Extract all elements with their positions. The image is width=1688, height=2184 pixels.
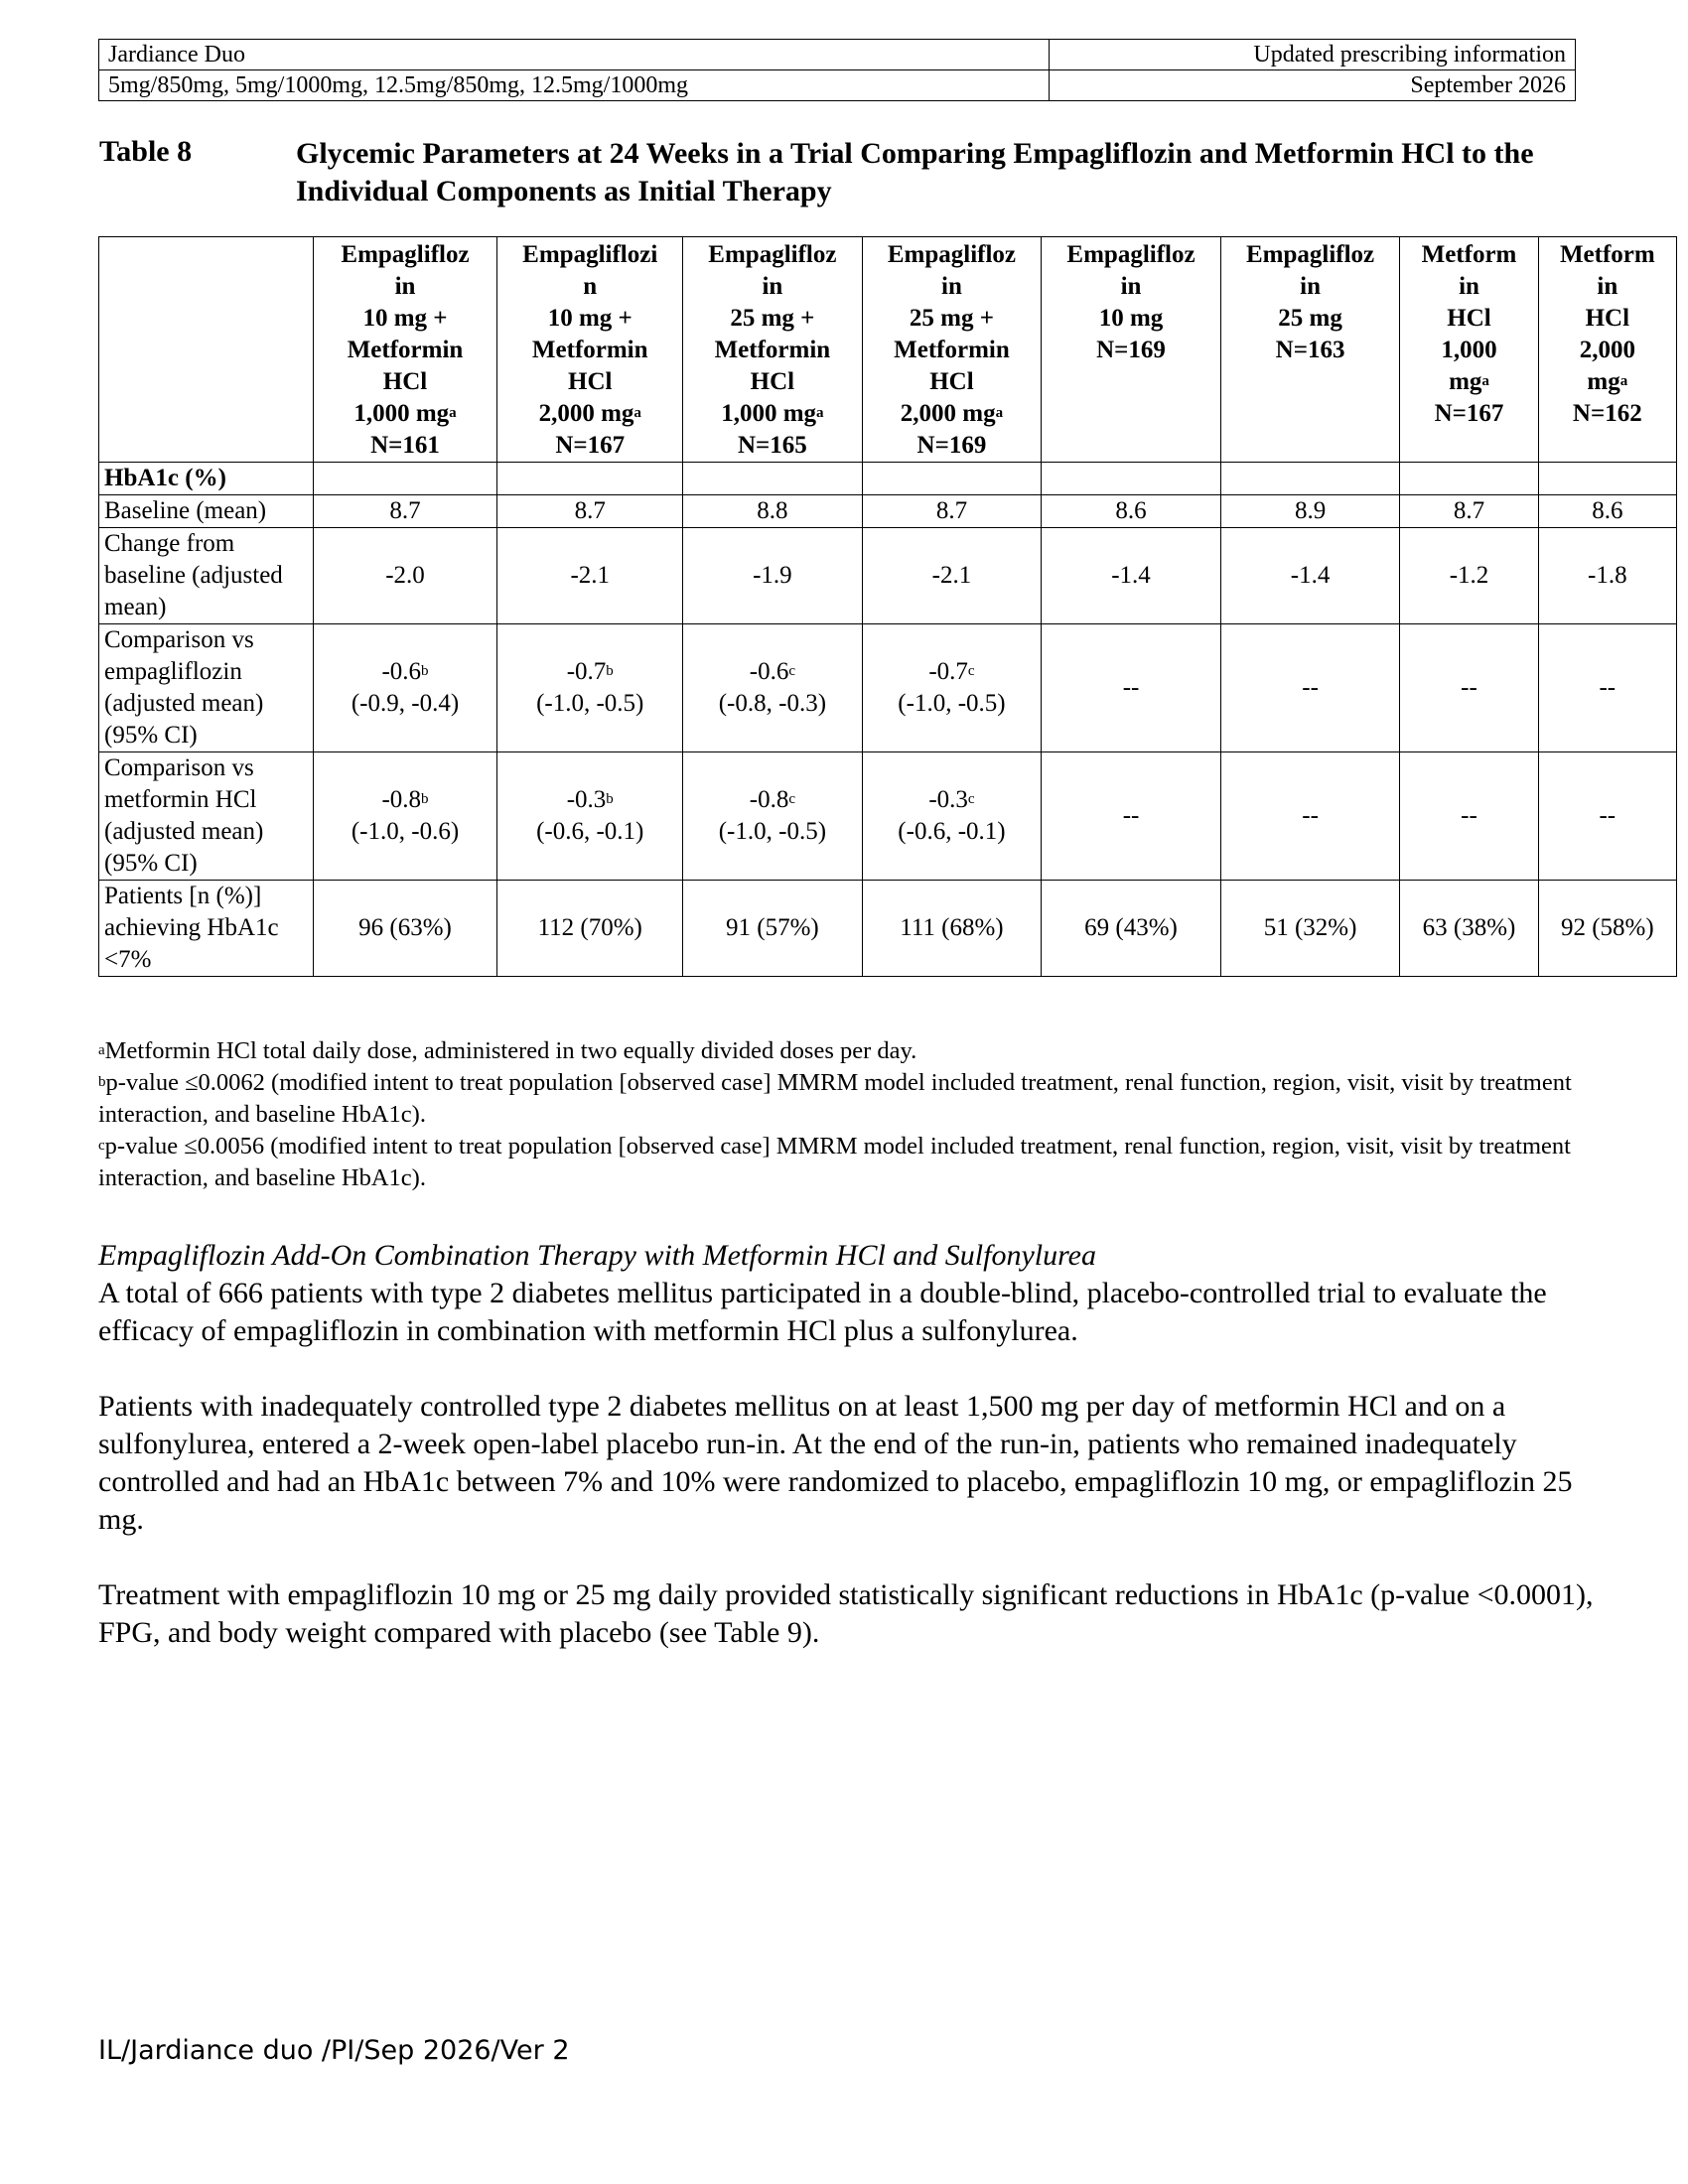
table-cell: -1.2 [1400, 528, 1538, 624]
table-cell: -2.1 [497, 528, 683, 624]
table-row [99, 752, 1677, 881]
glycemic-table [98, 236, 1677, 977]
column-header: Empagliflozi n 10 mg + Metformin HCl 2,000 $mg^a$ N=167 [497, 237, 683, 463]
table-label: Table 8 [99, 135, 193, 168]
table-cell: 8.7 [313, 495, 497, 528]
header-product: Jardiance Duo [99, 40, 1050, 70]
table-cell: -0.6$^c$ (-0.8, -0.3) [683, 624, 863, 752]
table-cell: -- [1400, 624, 1538, 752]
table-cell: -- [1538, 624, 1676, 752]
page-footer: IL/Jardiance duo /PI/Sep 2026/Ver 2 [98, 2035, 570, 2066]
table-row [99, 495, 1677, 528]
table-title: Glycemic Parameters at 24 Weeks in a Trial Comparing Empagliflozin and Metformin HCl to the Individual Components as Initial Therapy [296, 137, 1534, 207]
column-header: Empaglifloz in 25 mg + Metformin HCl 2,000 $mg^a$ N=169 [862, 237, 1042, 463]
row-label: Comparison vs empagliflozin (adjusted mean) (95% CI) [99, 624, 314, 752]
table-cell: -0.8$^b$ (-1.0, -0.6) [313, 752, 497, 881]
table-row [99, 624, 1677, 752]
table-row [99, 881, 1677, 977]
table-cell: 8.6 [1538, 495, 1676, 528]
table-cell: -- [1538, 752, 1676, 881]
table-cell: -0.8$^c$ (-1.0, -0.5) [683, 752, 863, 881]
table-header-row [99, 237, 1677, 463]
column-header: Empaglifloz in 25 mg + Metformin HCl 1,000 $mg^a$ N=165 [683, 237, 863, 463]
table-cell: 51 (32%) [1220, 881, 1400, 977]
table-cell: 111 (68%) [862, 881, 1042, 977]
table-cell: 91 (57%) [683, 881, 863, 977]
table-cell: 69 (43%) [1042, 881, 1221, 977]
paragraph: Patients with inadequately controlled type 2 diabetes mellitus on at least 1,500 mg per day of metformin HCl and on a sulfonylurea, entered a 2-week open-label placebo run-in. At the end of the run-in, patients who remained inadequately controlled and had an HbA1c between 7% and 10% were randomized to placebo, empagliflozin 10 mg, or empagliflozin 25 mg. [98, 1390, 1573, 1536]
table-cell: 63 (38%) [1400, 881, 1538, 977]
table-cell: -- [1220, 624, 1400, 752]
section-label: HbA1c (%) [99, 463, 314, 495]
footnote: $^b$p-value ≤0.0062 (modified intent to treat population [observed case] MMRM model included treatment, renal function, region, visit, visit by treatment interaction, and baseline HbA1c). [98, 1069, 1572, 1128]
column-header: Empaglifloz in 10 mg + Metformin HCl 1,000 $mg^a$ N=161 [313, 237, 497, 463]
table-footnotes [98, 1035, 1588, 1194]
column-header: Empaglifloz in 10 mg N=169 [1042, 237, 1221, 463]
page-header [98, 39, 1576, 101]
table-cell: 112 (70%) [497, 881, 683, 977]
table-cell: -0.7$^c$ (-1.0, -0.5) [862, 624, 1042, 752]
table-cell: -1.4 [1220, 528, 1400, 624]
table-cell: -2.1 [862, 528, 1042, 624]
table-cell: -0.6$^b$ (-0.9, -0.4) [313, 624, 497, 752]
table-cell: 8.6 [1042, 495, 1221, 528]
table-cell: 8.8 [683, 495, 863, 528]
table-cell: -2.0 [313, 528, 497, 624]
table-cell: -1.4 [1042, 528, 1221, 624]
paragraph: Treatment with empagliflozin 10 mg or 25 mg daily provided statistically significant reductions in HbA1c (p-value <0.0001), FPG, and body weight compared with placebo (see Table 9). [98, 1578, 1594, 1649]
header-empty-cell [99, 237, 314, 463]
table-cell: -0.3$^c$ (-0.6, -0.1) [862, 752, 1042, 881]
column-header: Metform in HCl 1,000 $mg^a$ N=167 [1400, 237, 1538, 463]
column-header: Metform in HCl 2,000 $mg^a$ N=162 [1538, 237, 1676, 463]
paragraph: A total of 666 patients with type 2 diabetes mellitus participated in a double-blind, placebo-controlled trial to evaluate the efficacy of empagliflozin in combination with metformin HCl plus a sulfonylurea. [98, 1277, 1547, 1347]
table-cell: 92 (58%) [1538, 881, 1676, 977]
section-row [99, 463, 1677, 495]
table-cell: -1.8 [1538, 528, 1676, 624]
section-heading: Empagliflozin Add-On Combination Therapy with Metformin HCl and Sulfonylurea [98, 1239, 1096, 1272]
table-cell: -0.7$^b$ (-1.0, -0.5) [497, 624, 683, 752]
footnote: $^a$Metformin HCl total daily dose, administered in two equally divided doses per day. [98, 1037, 917, 1064]
table-cell: 8.7 [1400, 495, 1538, 528]
row-label: Comparison vs metformin HCl (adjusted mean) (95% CI) [99, 752, 314, 881]
table-cell: 96 (63%) [313, 881, 497, 977]
table-cell: 8.7 [862, 495, 1042, 528]
table-cell: -- [1042, 752, 1221, 881]
table-cell: -1.9 [683, 528, 863, 624]
header-strengths: 5mg/850mg, 5mg/1000mg, 12.5mg/850mg, 12.5mg/1000mg [99, 70, 1050, 101]
row-label: Baseline (mean) [99, 495, 314, 528]
footnote: $^c$p-value ≤0.0056 (modified intent to treat population [observed case] MMRM model included treatment, renal function, region, visit, visit by treatment interaction, and baseline HbA1c). [98, 1133, 1571, 1191]
table-cell: -- [1400, 752, 1538, 881]
column-header: Empaglifloz in 25 mg N=163 [1220, 237, 1400, 463]
table-cell: -- [1220, 752, 1400, 881]
table-cell: -0.3$^b$ (-0.6, -0.1) [497, 752, 683, 881]
header-date: September 2026 [1050, 70, 1576, 101]
table-cell: -- [1042, 624, 1221, 752]
row-label: Change from baseline (adjusted mean) [99, 528, 314, 624]
table-row [99, 528, 1677, 624]
body-text [98, 1237, 1608, 1690]
table-cell: 8.7 [497, 495, 683, 528]
table-cell: 8.9 [1220, 495, 1400, 528]
row-label: Patients [n (%)] achieving HbA1c <7% [99, 881, 314, 977]
header-doc-type: Updated prescribing information [1050, 40, 1576, 70]
